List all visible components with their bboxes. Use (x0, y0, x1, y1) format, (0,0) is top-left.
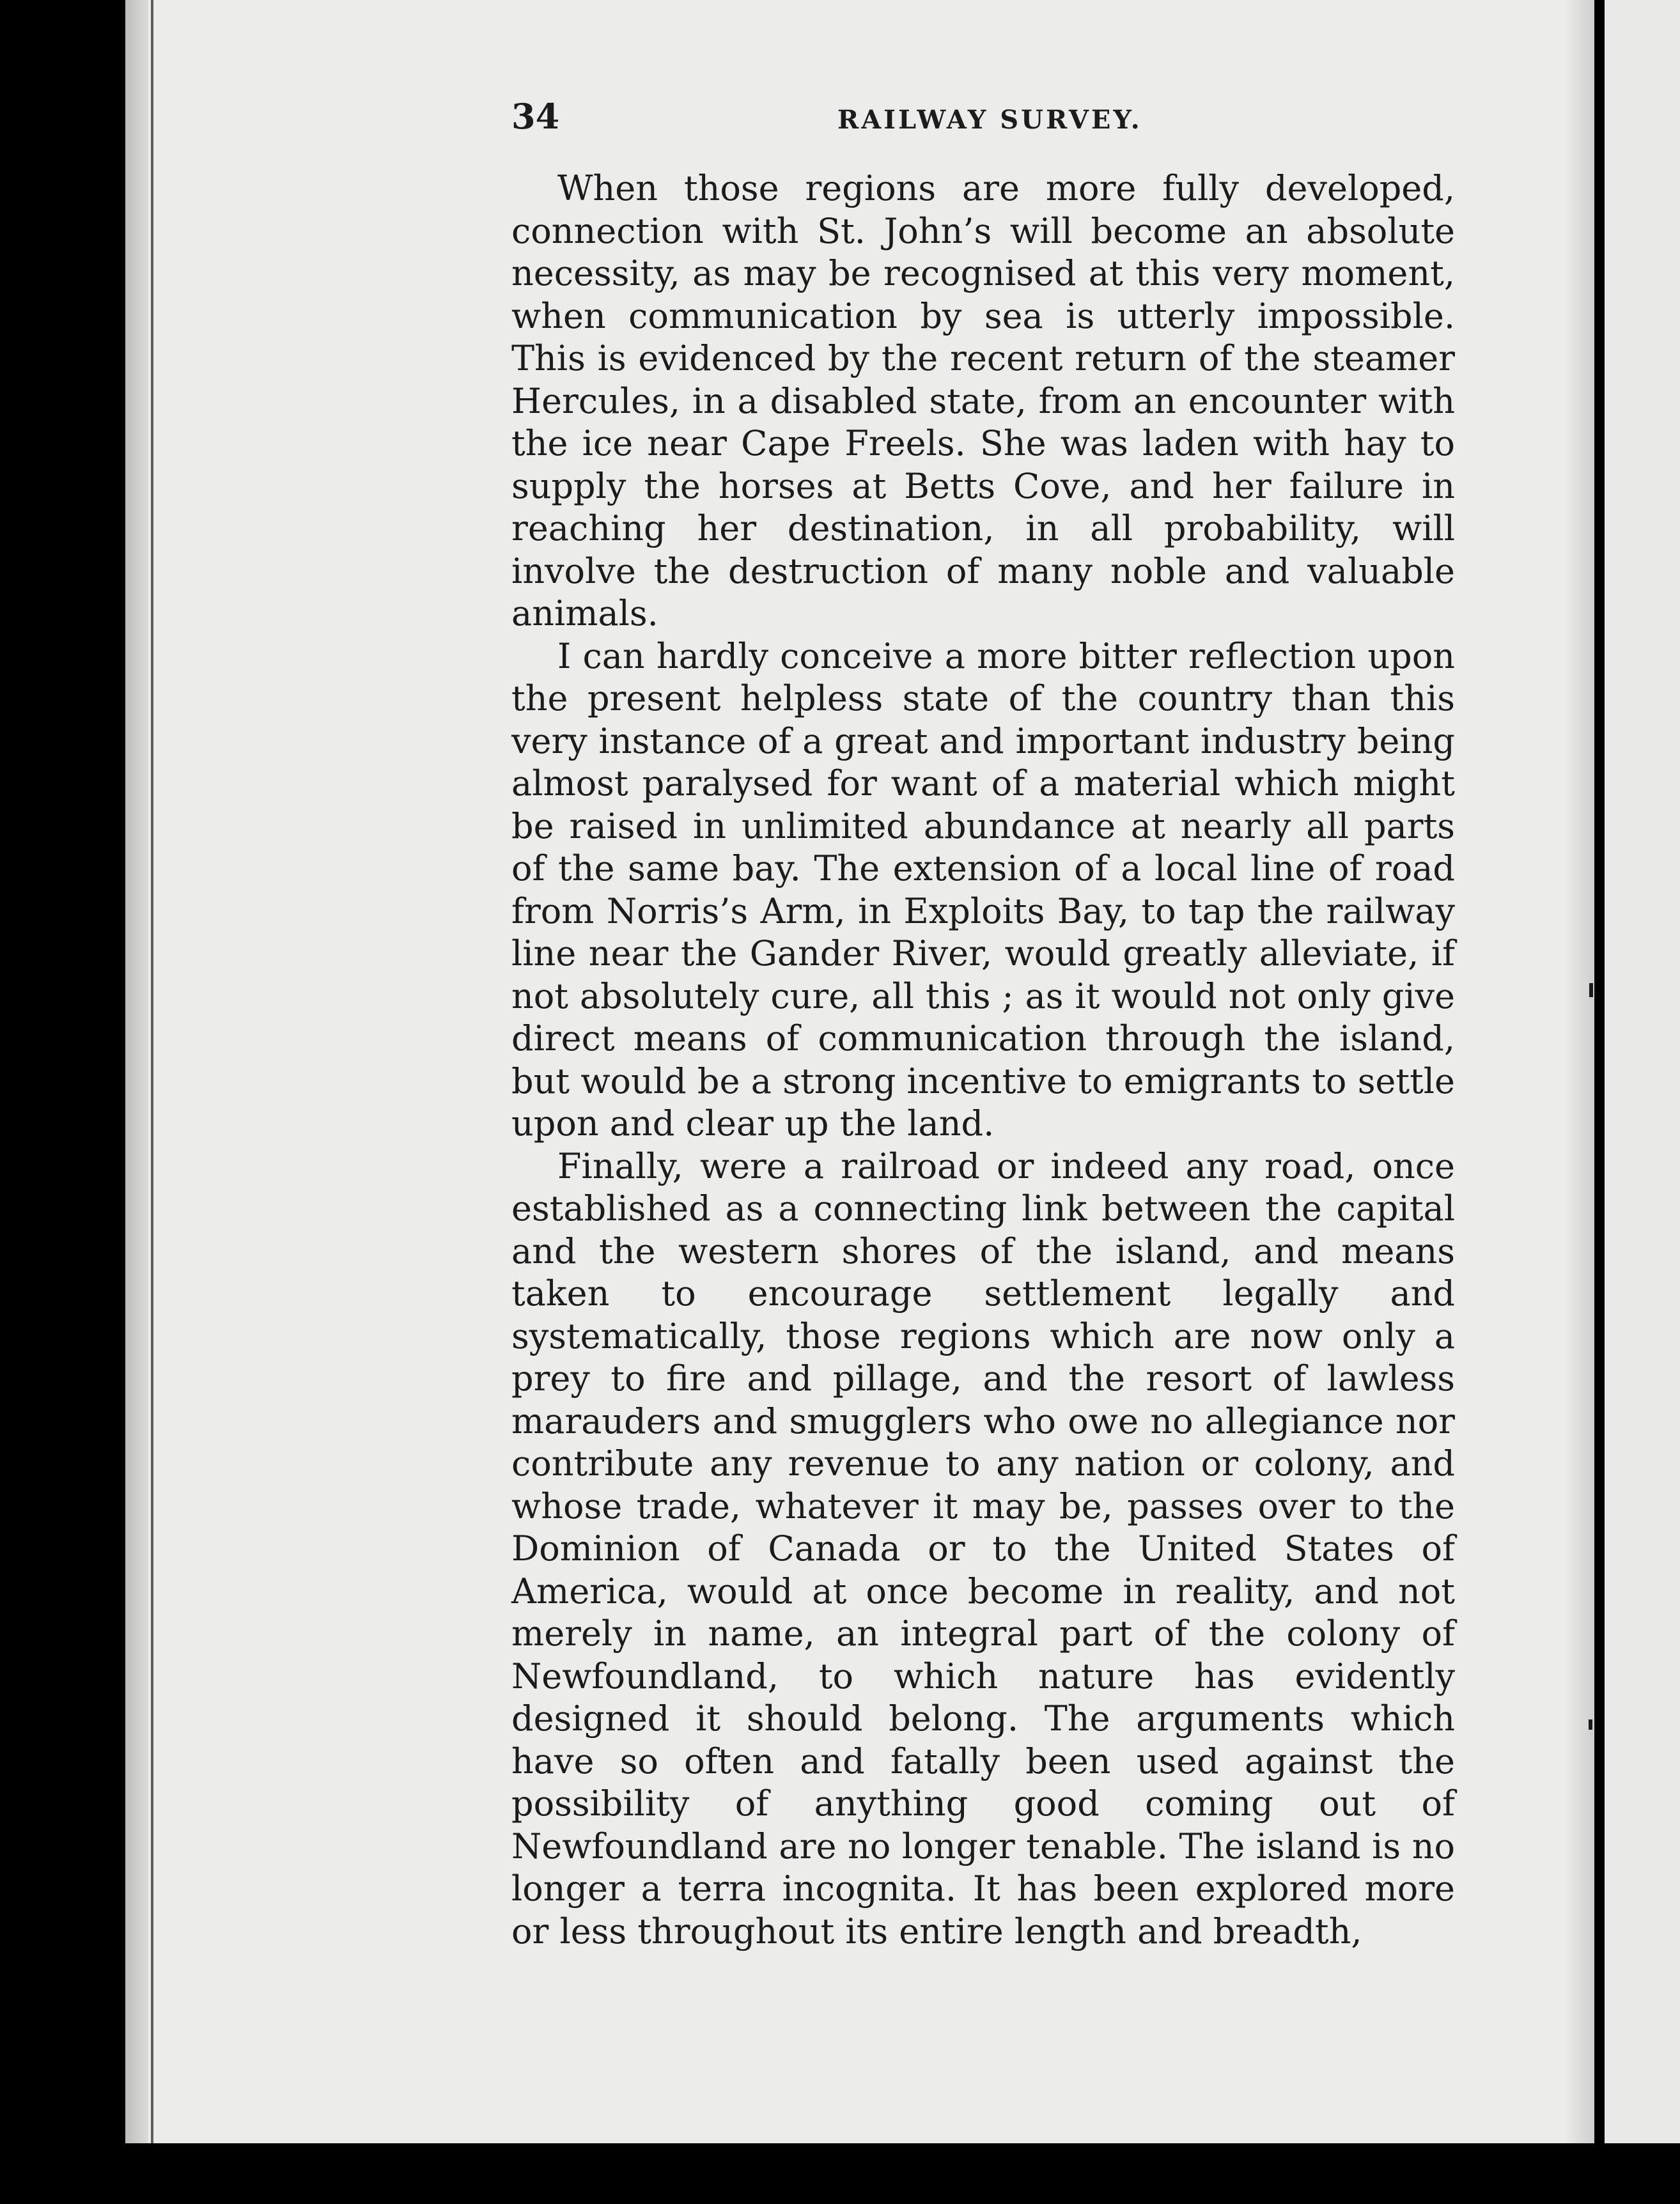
body-text (511, 167, 1455, 1953)
page-gutter (125, 0, 148, 2143)
page-number: 34 (511, 96, 560, 137)
page-header (511, 96, 1455, 147)
adjacent-page-edge (1605, 0, 1680, 2143)
page-divider (1594, 0, 1603, 2143)
binding-edge (151, 0, 153, 2143)
running-head: RAILWAY SURVEY. (837, 105, 1142, 135)
scan-speck (1589, 1719, 1592, 1730)
paragraph: Finally, were a railroad or indeed any road, once established as a connecting link between the capital and the western shores of the island, and means taken to encourage settlement legally and systematically, those regions which are now only a prey to fire and pillage, and the resort of lawless marauders and smugglers who owe no allegiance nor contribute any revenue to any nation or colony, and whose trade, whatever it may be, passes over to the Dominion of Canada or to the United States of America, would at once become in reality, and not merely in name, an integral part of the colony of Newfoundland, to which nature has evidently designed it should belong. The arguments which have so often and fatally been used against the possibility of anything good coming out of Newfoundland are no longer tenable. The island is no longer a terra incognita. It has been explored more or less throughout its entire length and breadth, (511, 1145, 1455, 1952)
paragraph: I can hardly conceive a more bitter reflection upon the present helpless state of the country than this very instance of a great and important industry being almost paralysed for want of a material which might be raised in unlimited abundance at nearly all parts of the same bay. The extension of a local line of road from Norris’s Arm, in Exploits Bay, to tap the railway line near the Gander River, would greatly alleviate, if not absolutely cure, all this ; as it would not only give direct means of communication through the island, but would be a strong incentive to emigrants to settle upon and clear up the land. (511, 635, 1455, 1144)
paragraph: When those regions are more fully developed, connection with St. John’s will become an absolute necessity, as may be recognised at this very moment, when communication by sea is utterly impossible. This is evidenced by the recent return of the steamer Hercules, in a disabled state, from an encounter with the ice near Cape Freels. She was laden with hay to supply the horses at Betts Cove, and her failure in reaching her destination, in all probability, will involve the destruction of many noble and valuable animals. (511, 168, 1455, 633)
page-edge-shadow (1565, 0, 1594, 2143)
scan-speck (1589, 983, 1593, 997)
